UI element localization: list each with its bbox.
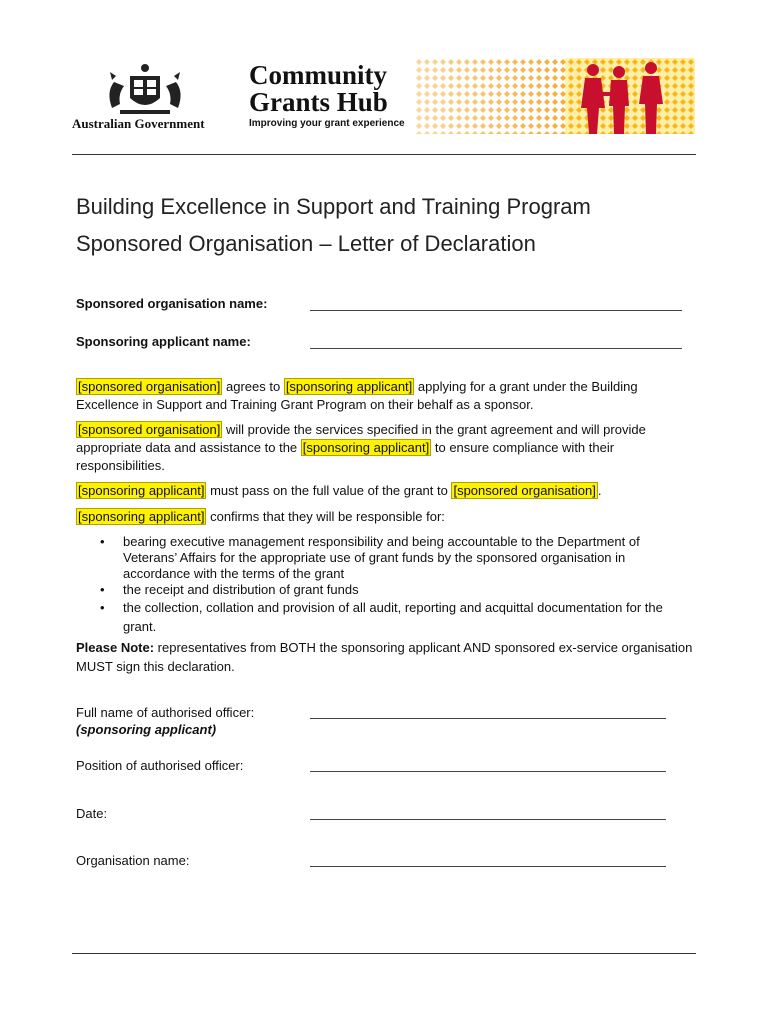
footer-divider	[72, 953, 696, 954]
please-note	[76, 638, 696, 676]
letter-subtitle: Sponsored Organisation – Letter of Declaration	[76, 231, 536, 256]
para-text: agrees to	[222, 379, 284, 394]
placeholder-sponsored-org: [sponsored organisation]	[453, 483, 596, 498]
hub-logo-line1: Community	[249, 60, 388, 90]
sponsoring-app-label: Sponsoring applicant name:	[76, 334, 251, 349]
para-text: applying for a grant under the Building Excellence in Support and Training Grant Program on their behalf as a sponsor.	[76, 379, 638, 412]
paragraph-services	[76, 421, 696, 475]
header-divider	[72, 154, 696, 155]
paragraph-agreement	[76, 378, 696, 414]
organisation-name-label: Organisation name:	[76, 853, 190, 868]
para-text: will provide the services specified in the grant agreement and will provide appropriate data and assistance to the	[76, 422, 646, 455]
position-blank[interactable]	[310, 771, 666, 772]
placeholder-sponsored-org: [sponsored organisation]	[78, 379, 221, 394]
full-name-label-text: Full name of authorised officer:	[76, 705, 255, 720]
paragraph-full-value	[76, 482, 696, 500]
list-item: • bearing executive management responsibility and being accountable to the Department of Veterans’ Affairs for the appropriate use of grant funds by the sponsored organisation in accordance with the terms of the grant	[76, 534, 696, 582]
date-label: Date:	[76, 806, 108, 821]
full-name-sub: (sponsoring applicant)	[76, 722, 217, 737]
program-title: Building Excellence in Support and Training Program	[76, 194, 591, 219]
paragraph-responsibilities	[76, 508, 696, 526]
full-name-label	[76, 704, 254, 738]
position-label: Position of authorised officer:	[76, 758, 244, 773]
placeholder-sponsored-org: [sponsored organisation]	[78, 422, 221, 437]
placeholder-sponsoring-app: [sponsoring applicant]	[302, 440, 430, 455]
placeholder-sponsoring-app: [sponsoring applicant]	[285, 379, 413, 394]
note-text: representatives from BOTH the sponsoring applicant AND sponsored ex-service organisation MUST sign this declaration.	[76, 640, 693, 674]
hub-logo-line2: Grants Hub	[249, 87, 388, 117]
hub-tagline: Improving your grant experience	[249, 118, 405, 129]
organisation-name-blank[interactable]	[310, 866, 666, 867]
responsibilities-list	[76, 534, 696, 636]
para-text: must pass on the full value of the grant to	[206, 483, 452, 498]
coat-of-arms-icon	[100, 62, 190, 118]
sponsoring-app-blank[interactable]	[310, 348, 682, 349]
para-text: to ensure compliance with their responsibilities.	[76, 440, 615, 473]
list-item: • the collection, collation and provision of all audit, reporting and acquittal documentation for the grant.	[76, 598, 696, 636]
sponsored-org-blank[interactable]	[310, 310, 682, 311]
placeholder-sponsoring-app: [sponsoring applicant]	[78, 483, 205, 498]
sponsored-org-label: Sponsored organisation name:	[76, 296, 268, 311]
note-heading: Please Note:	[76, 640, 155, 655]
placeholder-sponsoring-app: [sponsoring applicant]	[78, 509, 205, 524]
date-blank[interactable]	[310, 819, 666, 820]
list-item: • the receipt and distribution of grant funds	[76, 582, 696, 598]
para-text: confirms that they will be responsible for:	[206, 509, 445, 524]
hub-banner-image	[415, 58, 695, 134]
full-name-blank[interactable]	[310, 718, 666, 719]
para-text: .	[597, 483, 602, 498]
government-name: Australian Government	[72, 116, 205, 131]
